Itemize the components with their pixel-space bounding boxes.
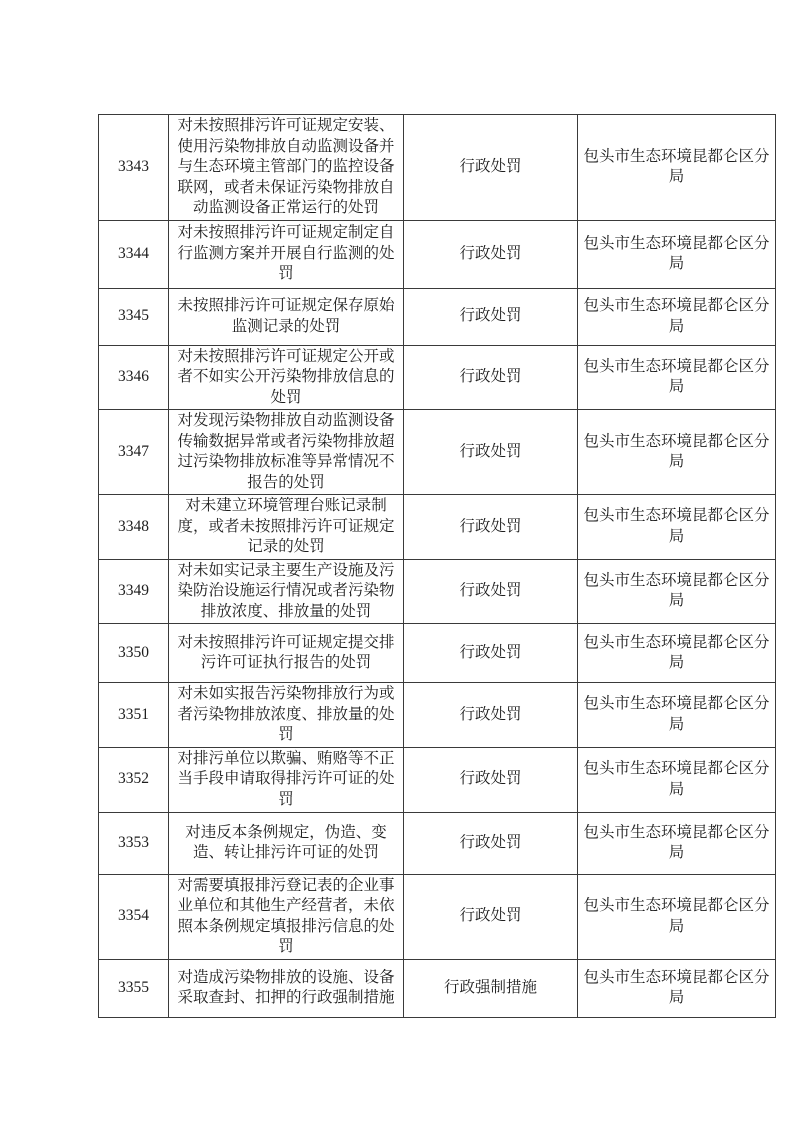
cell-power-type: 行政处罚 [404, 115, 578, 221]
cell-item-name: 对未建立环境管理台账记录制度，或者未按照排污许可证规定记录的处罚 [169, 495, 404, 560]
table-row [99, 220, 776, 288]
cell-row-number: 3352 [99, 747, 169, 812]
cell-item-name: 对未如实报告污染物排放行为或者污染物排放浓度、排放量的处罚 [169, 683, 404, 748]
cell-department: 包头市生态环境昆都仑区分局 [578, 812, 776, 874]
table-row [99, 874, 776, 959]
cell-power-type: 行政处罚 [404, 495, 578, 560]
table-row [99, 624, 776, 683]
cell-item-name: 对造成污染物排放的设施、设备采取查封、扣押的行政强制措施 [169, 959, 404, 1017]
cell-power-type: 行政处罚 [404, 345, 578, 410]
cell-item-name: 对排污单位以欺骗、贿赂等不正当手段申请取得排污许可证的处罚 [169, 747, 404, 812]
cell-department: 包头市生态环境昆都仑区分局 [578, 959, 776, 1017]
table-row [99, 812, 776, 874]
table-row [99, 410, 776, 495]
cell-row-number: 3355 [99, 959, 169, 1017]
cell-power-type: 行政处罚 [404, 812, 578, 874]
cell-item-name: 对需要填报排污登记表的企业事业单位和其他生产经营者，未依照本条例规定填报排污信息的处罚 [169, 874, 404, 959]
table-row [99, 559, 776, 624]
cell-row-number: 3354 [99, 874, 169, 959]
cell-row-number: 3350 [99, 624, 169, 683]
cell-power-type: 行政处罚 [404, 747, 578, 812]
cell-row-number: 3351 [99, 683, 169, 748]
cell-item-name: 未按照排污许可证规定保存原始监测记录的处罚 [169, 288, 404, 345]
cell-power-type: 行政处罚 [404, 624, 578, 683]
table-row [99, 495, 776, 560]
cell-department: 包头市生态环境昆都仑区分局 [578, 288, 776, 345]
table-row [99, 683, 776, 748]
cell-department: 包头市生态环境昆都仑区分局 [578, 220, 776, 288]
cell-power-type: 行政处罚 [404, 410, 578, 495]
cell-item-name: 对未按照排污许可证规定公开或者不如实公开污染物排放信息的处罚 [169, 345, 404, 410]
cell-power-type: 行政处罚 [404, 559, 578, 624]
cell-item-name: 对未按照排污许可证规定制定自行监测方案并开展自行监测的处罚 [169, 220, 404, 288]
table-row [99, 959, 776, 1017]
cell-power-type: 行政处罚 [404, 683, 578, 748]
cell-row-number: 3345 [99, 288, 169, 345]
cell-power-type: 行政处罚 [404, 220, 578, 288]
table-row [99, 115, 776, 221]
cell-power-type: 行政强制措施 [404, 959, 578, 1017]
cell-row-number: 3344 [99, 220, 169, 288]
cell-item-name: 对发现污染物排放自动监测设备传输数据异常或者污染物排放超过污染物排放标准等异常情况不报告的处罚 [169, 410, 404, 495]
cell-department: 包头市生态环境昆都仑区分局 [578, 410, 776, 495]
cell-row-number: 3343 [99, 115, 169, 221]
table-body [99, 115, 776, 1018]
cell-department: 包头市生态环境昆都仑区分局 [578, 624, 776, 683]
cell-row-number: 3348 [99, 495, 169, 560]
table-row [99, 288, 776, 345]
cell-department: 包头市生态环境昆都仑区分局 [578, 747, 776, 812]
cell-row-number: 3347 [99, 410, 169, 495]
cell-department: 包头市生态环境昆都仑区分局 [578, 115, 776, 221]
table-row [99, 345, 776, 410]
cell-department: 包头市生态环境昆都仑区分局 [578, 559, 776, 624]
cell-item-name: 对未按照排污许可证规定安装、使用污染物排放自动监测设备并与生态环境主管部门的监控设备联网，或者未保证污染物排放自动监测设备正常运行的处罚 [169, 115, 404, 221]
cell-power-type: 行政处罚 [404, 874, 578, 959]
cell-row-number: 3349 [99, 559, 169, 624]
cell-power-type: 行政处罚 [404, 288, 578, 345]
cell-item-name: 对未如实记录主要生产设施及污染防治设施运行情况或者污染物排放浓度、排放量的处罚 [169, 559, 404, 624]
cell-item-name: 对违反本条例规定，伪造、变造、转让排污许可证的处罚 [169, 812, 404, 874]
table-row [99, 747, 776, 812]
cell-department: 包头市生态环境昆都仑区分局 [578, 495, 776, 560]
cell-row-number: 3346 [99, 345, 169, 410]
cell-item-name: 对未按照排污许可证规定提交排污许可证执行报告的处罚 [169, 624, 404, 683]
cell-department: 包头市生态环境昆都仑区分局 [578, 683, 776, 748]
cell-row-number: 3353 [99, 812, 169, 874]
cell-department: 包头市生态环境昆都仑区分局 [578, 345, 776, 410]
cell-department: 包头市生态环境昆都仑区分局 [578, 874, 776, 959]
admin-power-list-table [98, 114, 776, 1018]
